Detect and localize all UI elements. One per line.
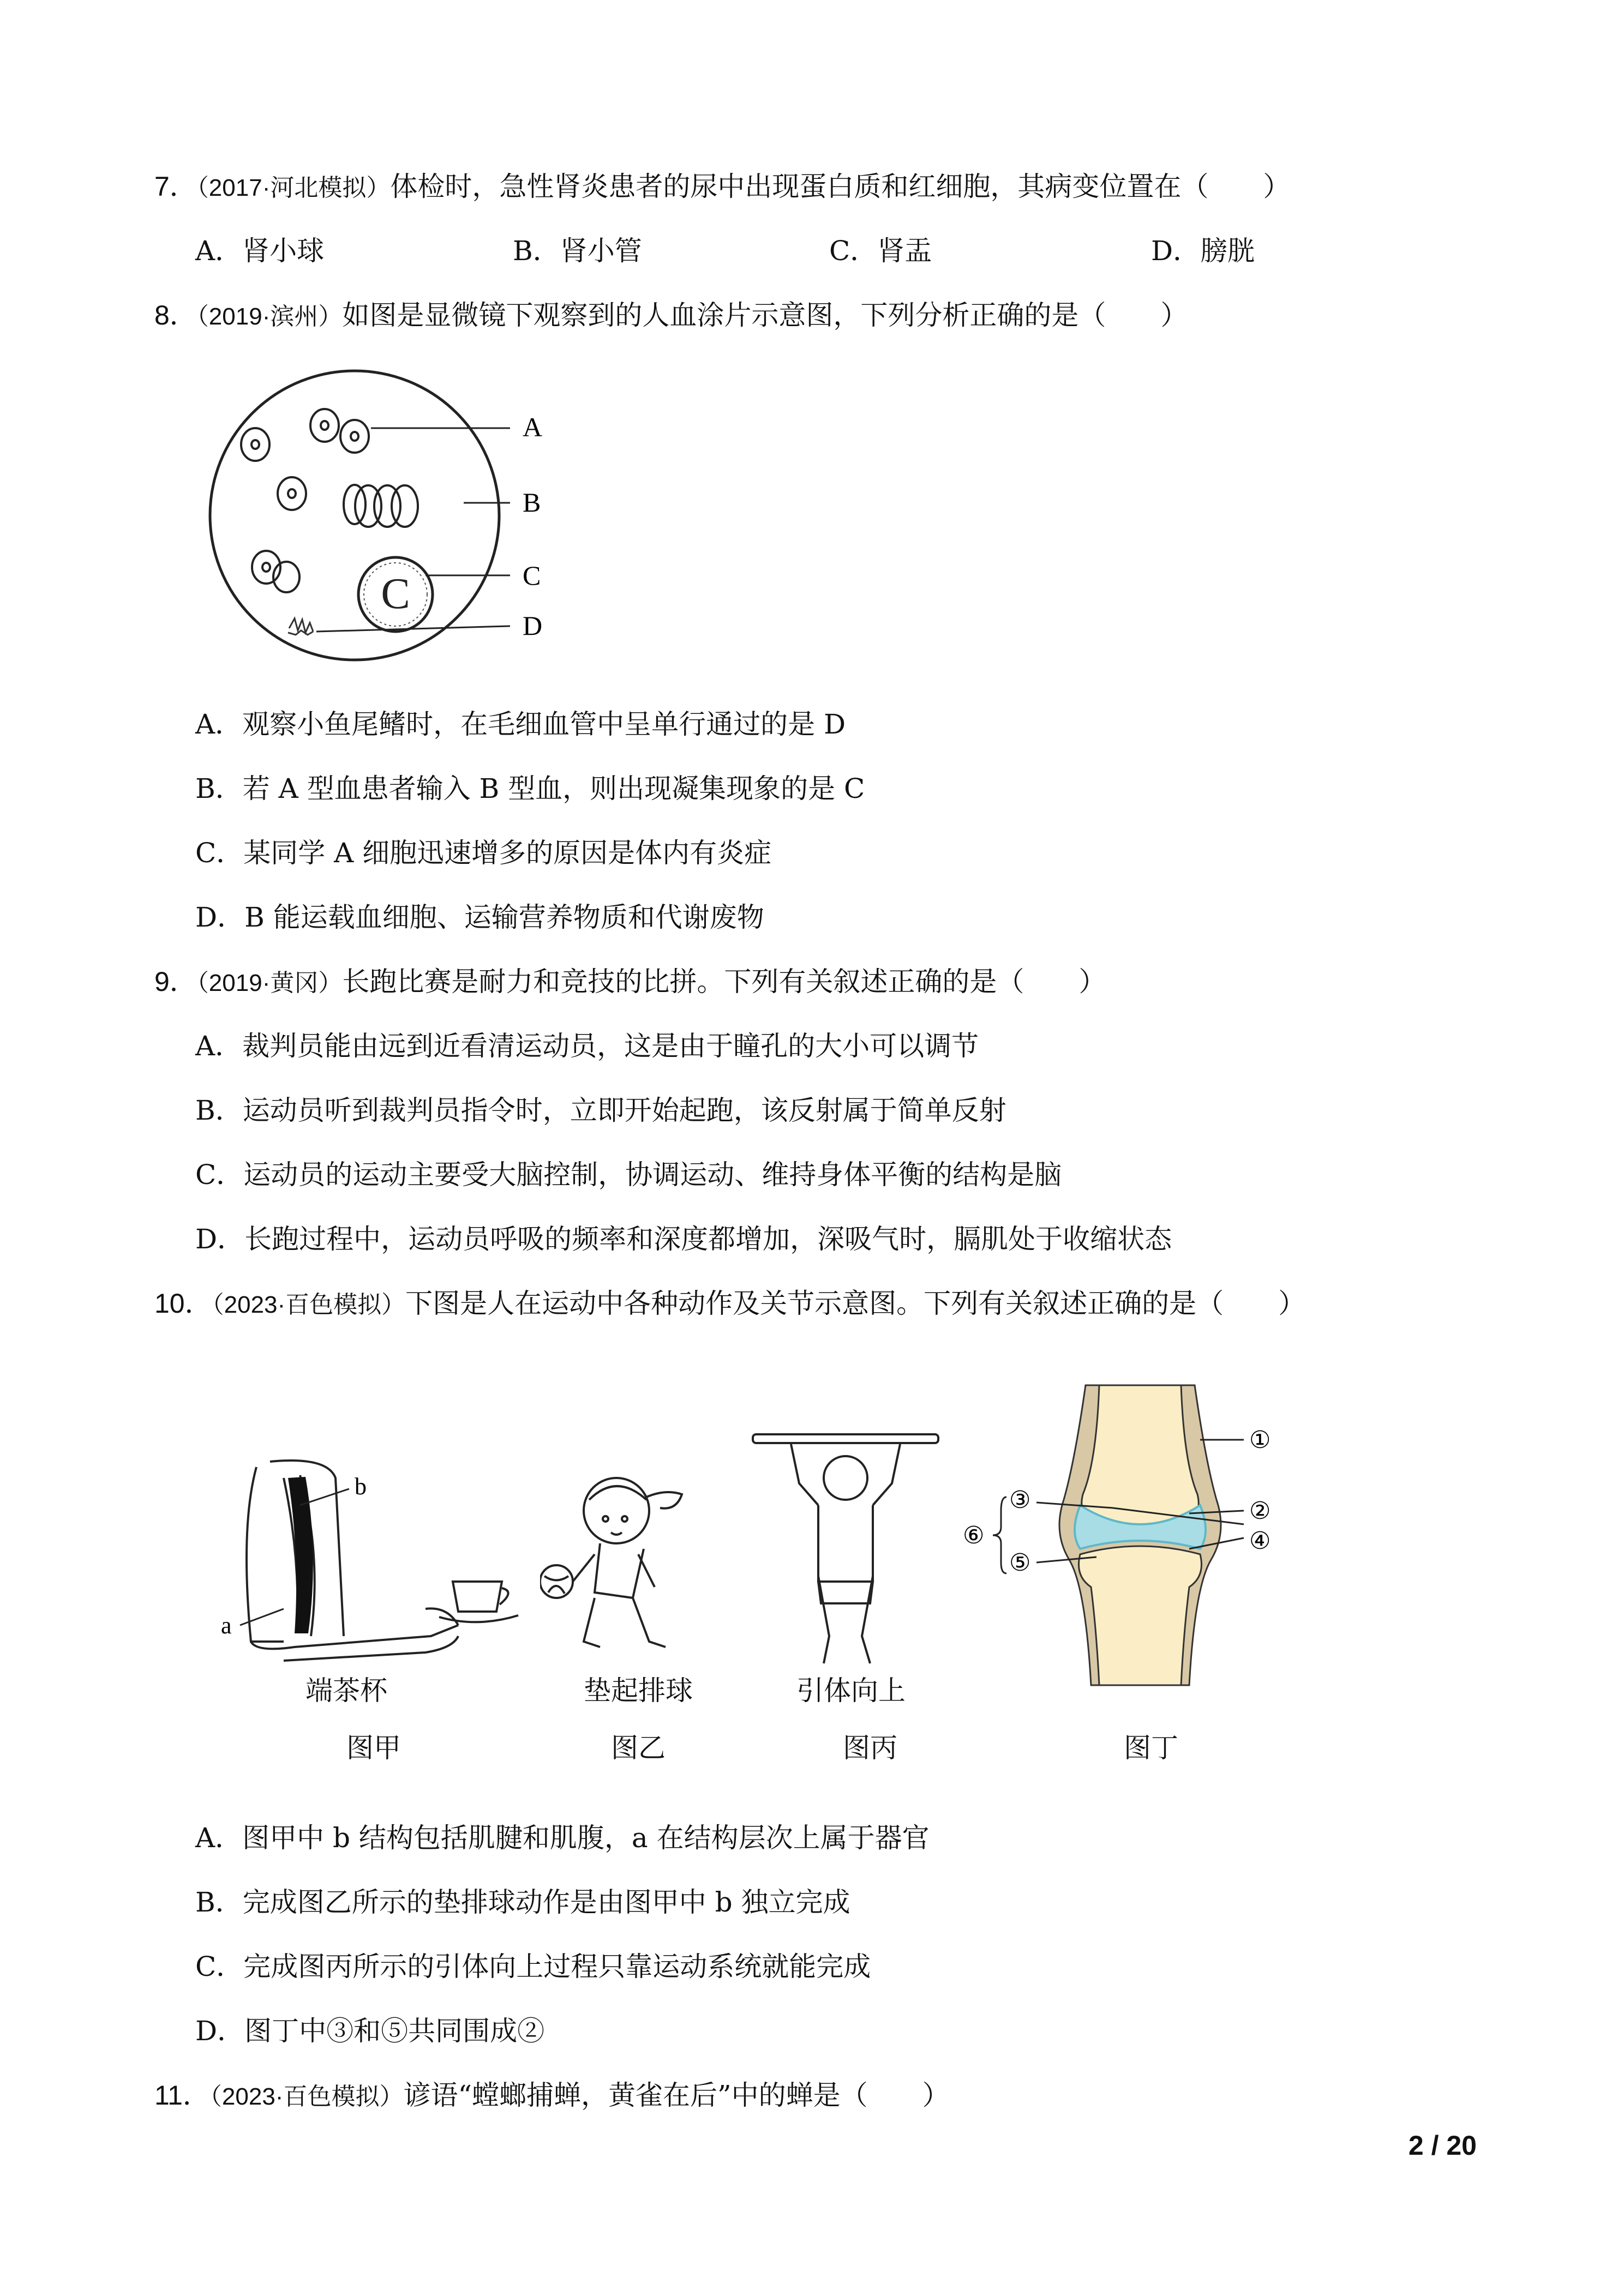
caption-pullup: 引体向上	[796, 1675, 906, 1706]
q9-option-a: A．裁判员能由远到近看清运动员，这是由于瞳孔的大小可以调节	[195, 1030, 979, 1062]
figure-name-bing: 图丙	[843, 1732, 897, 1764]
q10-option-b: B．完成图乙所示的垫排球动作是由图甲中 b 独立完成	[195, 1886, 850, 1918]
label-b: B	[523, 487, 541, 518]
joint-label-2: ②	[1249, 1498, 1271, 1524]
label-a: A	[523, 412, 543, 442]
q10-stem: 10．（2023·百色模拟）下图是人在运动中各种动作及关节示意图。下列有关叙述正确的是（ ）	[154, 1288, 1306, 1319]
platelets	[288, 618, 313, 635]
svg-text:C: C	[381, 570, 410, 618]
q11-stem: 11．（2023·百色模拟）谚语“螳螂捕蝉，黄雀在后”中的蝉是（ ）	[154, 2079, 950, 2111]
q10-option-c: C．完成图丙所示的引体向上过程只靠运动系统就能完成	[195, 1951, 871, 1982]
q8-option-a: A．观察小鱼尾鳍时，在毛细血管中呈单行通过的是 D	[195, 708, 846, 740]
figure-name-jia: 图甲	[346, 1732, 401, 1764]
knee-joint-figure	[960, 1380, 1320, 1696]
q7-option-a: A．肾小球	[195, 235, 325, 267]
joint-label-6: ⑥	[963, 1522, 985, 1549]
joint-label-1: ①	[1249, 1427, 1271, 1453]
q8-option-d: D．B 能运载血细胞、运输营养物质和代谢废物	[195, 901, 764, 933]
volleyball-figure	[540, 1467, 704, 1674]
q7-option-d: D．膀胱	[1151, 235, 1255, 267]
blood-smear-figure	[207, 360, 589, 665]
figure-name-yi: 图乙	[611, 1732, 666, 1764]
joint-label-5: ⑤	[1009, 1549, 1031, 1576]
q10-option-a: A．图甲中 b 结构包括肌腱和肌腹，a 在结构层次上属于器官	[195, 1822, 930, 1854]
red-blood-cells	[241, 409, 418, 592]
q8-option-c: C．某同学 A 细胞迅速增多的原因是体内有炎症	[195, 837, 772, 869]
arm-teacup-figure	[218, 1445, 524, 1674]
q9-option-c: C．运动员的运动主要受大脑控制，协调运动、维持身体平衡的结构是脑	[195, 1159, 1062, 1191]
label-b-arm: b	[355, 1473, 367, 1500]
q7-option-c: C．肾盂	[829, 235, 932, 267]
caption-volleyball: 垫起排球	[584, 1675, 693, 1706]
q8-option-b: B．若 A 型血患者输入 B 型血，则出现凝集现象的是 C	[195, 773, 865, 804]
q10-option-d: D．图丁中③和⑤共同围成②	[195, 2015, 545, 2047]
label-a-arm: a	[221, 1612, 232, 1639]
page-number: 2 / 20	[1408, 2130, 1477, 2161]
q7-option-b: B．肾小管	[513, 235, 642, 267]
caption-teacup: 端茶杯	[305, 1675, 387, 1706]
q8-stem: 8．（2019·滨州）如图是显微镜下观察到的人血涂片示意图，下列分析正确的是（ ）	[154, 299, 1188, 331]
label-c: C	[523, 560, 541, 591]
q7-stem: 7．（2017·河北模拟）体检时，急性肾炎患者的尿中出现蛋白质和红细胞，其病变位置在（ ）	[154, 171, 1291, 202]
joint-label-4: ④	[1249, 1528, 1271, 1554]
label-d: D	[523, 610, 543, 641]
joint-label-3: ③	[1009, 1487, 1031, 1513]
q9-option-b: B．运动员听到裁判员指令时，立即开始起跑，该反射属于简单反射	[195, 1095, 1006, 1126]
figure-name-ding: 图丁	[1124, 1732, 1178, 1764]
q9-option-d: D．长跑过程中，运动员呼吸的频率和深度都增加，深吸气时，膈肌处于收缩状态	[195, 1223, 1172, 1255]
pullup-figure	[747, 1418, 944, 1674]
q9-stem: 9．（2019·黄冈）长跑比赛是耐力和竞技的比拼。下列有关叙述正确的是（ ）	[154, 966, 1106, 997]
